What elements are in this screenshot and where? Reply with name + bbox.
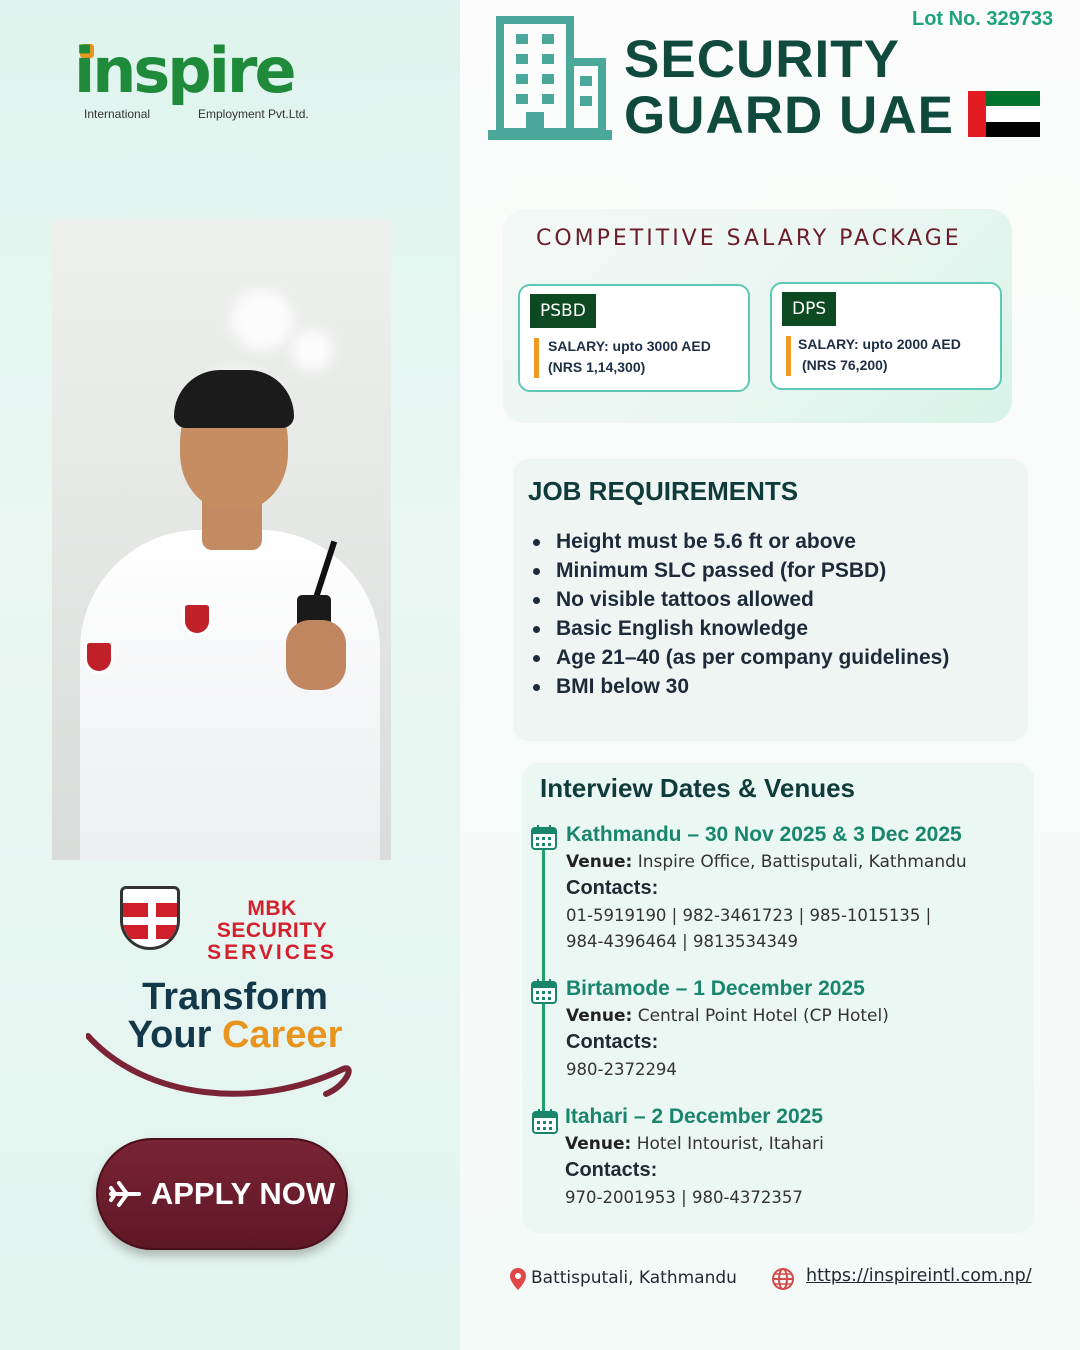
salary-heading: COMPETITIVE SALARY PACKAGE — [536, 226, 962, 251]
package-tag: DPS — [782, 292, 836, 326]
contacts-label: Contacts: — [566, 877, 659, 899]
venue-value: Inspire Office, Battisputali, Kathmandu — [637, 852, 967, 872]
ceiling-light — [292, 330, 332, 370]
contacts-label: Contacts: — [565, 1159, 658, 1181]
interview-venue — [566, 1006, 889, 1026]
guard-hair — [174, 370, 294, 428]
calendar-icon — [530, 823, 558, 851]
contacts-value — [565, 1185, 803, 1211]
list-item: Height must be 5.6 ft or above — [530, 527, 949, 556]
requirements-title: JOB REQUIREMENTS — [528, 476, 799, 506]
mbk-name-line1: MBK SECURITY — [216, 897, 328, 942]
security-guard-photo — [52, 220, 391, 860]
globe-icon — [771, 1267, 795, 1291]
footer-address: Battisputali, Kathmandu — [531, 1268, 737, 1288]
tagline-career: Career — [221, 1014, 343, 1056]
logo-subtitle-left: International — [84, 107, 151, 121]
contacts-value — [566, 1057, 677, 1083]
package-tag: PSBD — [530, 294, 596, 328]
package-salary-line2: (NRS 76,200) — [802, 357, 888, 373]
package-salary — [798, 334, 961, 376]
contacts-line: 970-2001953 | 980-4372357 — [565, 1188, 803, 1207]
interview-venue — [566, 852, 967, 872]
contacts-line: 984-4396464 | 9813534349 — [566, 932, 798, 951]
interview-city: Birtamode – 1 December 2025 — [566, 977, 865, 1000]
venue-label: Venue: — [566, 852, 633, 872]
lot-number: Lot No. 329733 — [912, 8, 1054, 30]
shoulder-patch — [182, 602, 212, 636]
list-item: Minimum SLC passed (for PSBD) — [530, 556, 949, 585]
accent-bar — [786, 336, 791, 376]
contacts-line: 01-5919190 | 982-3461723 | 985-1015135 | — [566, 906, 932, 925]
logo-subtitle-right: Employment Pvt.Ltd. — [198, 107, 309, 121]
mbk-name-line2: SERVICES — [207, 941, 337, 964]
contacts-line: 980-2372294 — [566, 1060, 677, 1079]
contacts-label: Contacts: — [566, 1031, 659, 1053]
logo-wordmark: inspire — [74, 34, 294, 107]
list-item: No visible tattoos allowed — [530, 585, 949, 614]
interviews-title: Interview Dates & Venues — [540, 773, 856, 803]
interview-venue — [565, 1134, 824, 1154]
salary-package-psbd — [518, 284, 750, 392]
uae-flag-icon — [968, 91, 1040, 137]
calendar-icon — [531, 1107, 559, 1135]
website-link[interactable]: https://inspireintl.com.np/ — [806, 1266, 1032, 1286]
venue-label: Venue: — [565, 1134, 632, 1154]
requirements-list — [530, 527, 949, 701]
list-item: Basic English knowledge — [530, 614, 949, 643]
interview-city: Kathmandu – 30 Nov 2025 & 3 Dec 2025 — [566, 823, 962, 846]
airplane-icon — [109, 1180, 141, 1208]
building-icon — [486, 16, 614, 144]
arm-patch — [84, 640, 114, 674]
list-item: BMI below 30 — [530, 672, 949, 701]
guard-hand — [286, 620, 346, 690]
title-line2: GUARD UAE — [624, 86, 954, 145]
package-salary-line1: SALARY: upto 3000 AED — [548, 338, 711, 354]
title-line1: SECURITY — [624, 30, 900, 89]
apply-now-label: APPLY NOW — [150, 1176, 336, 1211]
ceiling-light — [232, 290, 292, 350]
package-salary-line1: SALARY: upto 2000 AED — [798, 336, 961, 352]
interview-city: Itahari – 2 December 2025 — [565, 1105, 823, 1128]
guard-uniform — [80, 530, 380, 860]
location-pin-icon — [509, 1267, 527, 1291]
package-salary — [548, 336, 711, 378]
inspire-logo — [74, 34, 334, 130]
venue-value: Central Point Hotel (CP Hotel) — [637, 1006, 889, 1026]
contacts-value — [566, 903, 931, 955]
list-item: Age 21–40 (as per company guidelines) — [530, 643, 949, 672]
accent-bar — [534, 338, 539, 378]
tagline-line1: Transform — [142, 976, 328, 1018]
salary-package-dps — [770, 282, 1002, 390]
venue-value: Hotel Intourist, Itahari — [636, 1134, 824, 1154]
calendar-icon — [530, 977, 558, 1005]
package-salary-line2: (NRS 1,14,300) — [548, 359, 646, 375]
swoosh-decoration — [86, 1030, 356, 1110]
tagline-your: Your — [127, 1014, 212, 1056]
venue-label: Venue: — [566, 1006, 633, 1026]
mbk-shield-logo — [120, 886, 180, 950]
mbk-title — [192, 898, 352, 964]
apply-now-button[interactable] — [96, 1138, 348, 1250]
